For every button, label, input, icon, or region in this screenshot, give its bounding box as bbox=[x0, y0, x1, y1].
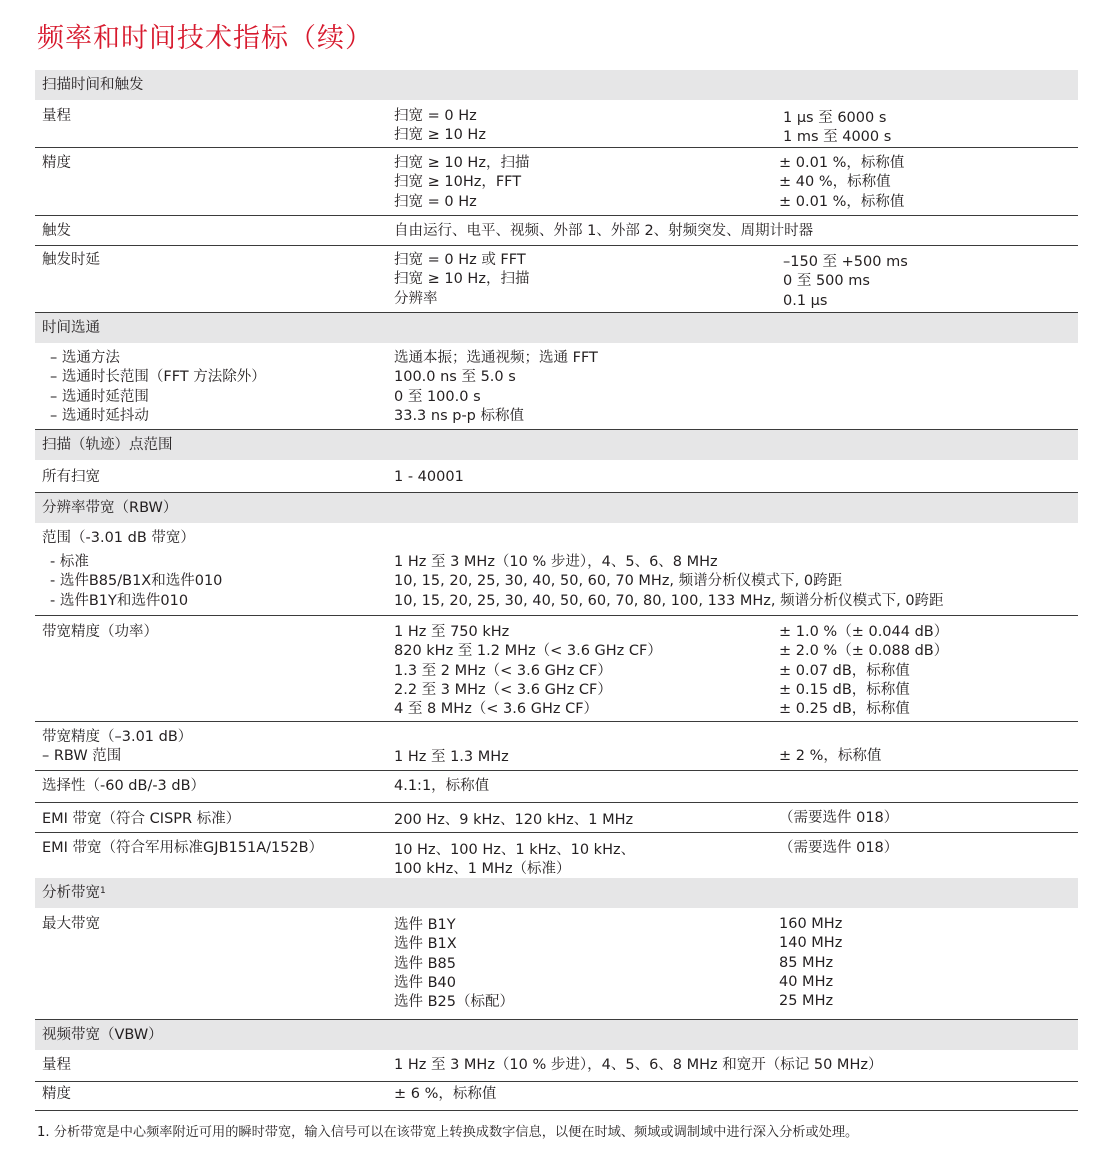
section-header-analysis bbox=[35, 878, 1078, 908]
row-label: – 选通时延范围 bbox=[50, 388, 149, 405]
row-label: EMI 带宽（符合军用标准GJB151A/152B） bbox=[42, 840, 324, 856]
row-label bbox=[42, 728, 192, 767]
section-header-gating: 时间选通 bbox=[35, 313, 1078, 343]
value-text: ± 1.0 %（± 0.044 dB） bbox=[779, 624, 949, 640]
table-row-bw-accuracy-3db bbox=[35, 722, 1078, 771]
row-label: – 选通方法 bbox=[50, 350, 120, 366]
value-text: ± 2.0 %（± 0.088 dB） bbox=[779, 643, 949, 660]
row-label: - 选件B1Y和选件010 bbox=[50, 592, 189, 609]
condition-text: 1 Hz 至 750 kHz bbox=[394, 624, 510, 640]
row-label: 选择性（-60 dB/-3 dB） bbox=[42, 778, 206, 794]
value-text: 100.0 ns 至 5.0 s bbox=[394, 369, 516, 386]
table-row-accuracy bbox=[35, 148, 1078, 216]
row-label: - 选件B85/B1X和选件010 bbox=[50, 573, 223, 590]
value-text: 0 至 100.0 s bbox=[394, 388, 481, 405]
row-value: 4.1:1，标称值 bbox=[394, 778, 490, 794]
value-text: 160 MHz bbox=[779, 916, 843, 932]
table-row-bw-accuracy-power bbox=[35, 616, 1078, 722]
row-label: 精度 bbox=[42, 155, 71, 171]
row-value: ± 2 %，标称值 bbox=[779, 748, 882, 764]
condition-text: 扫宽 ≥ 10Hz，FFT bbox=[394, 174, 522, 191]
value-text: ± 0.15 dB，标称值 bbox=[779, 681, 910, 698]
condition-text: 选件 B85 bbox=[394, 955, 457, 972]
value-text: 1 ms 至 4000 s bbox=[783, 129, 892, 146]
condition-text: 扫宽 = 0 Hz bbox=[394, 193, 477, 210]
value-text: 0.1 μs bbox=[783, 292, 828, 309]
condition-text: 1.3 至 2 MHz（< 3.6 GHz CF） bbox=[394, 662, 612, 679]
value-text: 1 μs 至 6000 s bbox=[783, 110, 887, 126]
row-note: （需要选件 018） bbox=[779, 810, 899, 826]
row-label: - 标准 bbox=[50, 554, 89, 570]
condition-text: 2.2 至 3 MHz（< 3.6 GHz CF） bbox=[394, 681, 612, 698]
section-header-points: 扫描（轨迹）点范围 bbox=[35, 430, 1078, 460]
condition-text: 分辨率 bbox=[394, 290, 438, 307]
condition-text: 扫宽 = 0 Hz bbox=[394, 108, 477, 124]
row-values bbox=[779, 623, 948, 719]
row-label: EMI 带宽（符合 CISPR 标准） bbox=[42, 811, 241, 827]
table-row-selectivity bbox=[35, 771, 1078, 803]
value-text: 33.3 ns p-p 标称值 bbox=[394, 407, 524, 424]
row-label: 触发时延 bbox=[42, 252, 100, 268]
section-header-vbw: 视频带宽（VBW） bbox=[35, 1020, 1078, 1050]
value-text: ± 0.25 dB，标称值 bbox=[779, 701, 910, 718]
value-text: 0 至 500 ms bbox=[783, 273, 870, 290]
value-text: 选通本振；选通视频；选通 FFT bbox=[394, 350, 598, 366]
row-conditions bbox=[394, 154, 529, 212]
row-label: 范围（-3.01 dB 带宽） bbox=[42, 530, 195, 546]
row-label: 最大带宽 bbox=[42, 916, 100, 932]
row-note: （需要选件 018） bbox=[779, 840, 899, 856]
value-text: ± 0.07 dB，标称值 bbox=[779, 662, 910, 679]
table-row-vbw-accuracy bbox=[35, 1082, 1078, 1111]
row-label: 精度 bbox=[42, 1086, 71, 1102]
value-text: 100 kHz、1 MHz（标准） bbox=[394, 861, 571, 878]
footnote-marker: 1 bbox=[100, 886, 106, 896]
value-text: ± 0.01 %，标称值 bbox=[779, 155, 905, 171]
value-text: 85 MHz bbox=[779, 954, 834, 971]
value-text: 10 Hz、100 Hz、1 kHz、10 kHz、 bbox=[394, 842, 636, 858]
condition-text: 选件 B1Y bbox=[394, 917, 456, 933]
table-row-gating bbox=[35, 343, 1078, 430]
condition-text: 820 kHz 至 1.2 MHz（< 3.6 GHz CF） bbox=[394, 643, 662, 660]
condition-text: 扫宽 ≥ 10 Hz bbox=[394, 127, 486, 144]
row-labels bbox=[50, 349, 266, 426]
row-value: 1 - 40001 bbox=[394, 469, 464, 485]
condition-text: 扫宽 = 0 Hz 或 FFT bbox=[394, 252, 526, 268]
table-row-max-bandwidth bbox=[35, 908, 1078, 1020]
spec-table bbox=[35, 70, 1078, 1111]
row-label: 带宽精度（功率） bbox=[42, 624, 158, 640]
value-text: ± 40 %，标称值 bbox=[779, 174, 891, 191]
table-row-trigger bbox=[35, 216, 1078, 246]
row-label: 触发 bbox=[42, 223, 71, 239]
table-row-emi-gjb bbox=[35, 833, 1078, 878]
table-row-vbw-range bbox=[35, 1050, 1078, 1082]
row-label: 量程 bbox=[42, 108, 71, 124]
row-value: ± 6 %，标称值 bbox=[394, 1086, 497, 1102]
page-title: 频率和时间技术指标（续） bbox=[37, 23, 373, 54]
row-label-line: 带宽精度（–3.01 dB） bbox=[42, 729, 193, 745]
row-values bbox=[394, 349, 598, 426]
value-text: 40 MHz bbox=[779, 973, 834, 990]
condition-text: 选件 B40 bbox=[394, 974, 457, 991]
section-header-rbw: 分辨率带宽（RBW） bbox=[35, 493, 1078, 523]
row-sublabels bbox=[50, 553, 222, 611]
row-conditions bbox=[394, 623, 662, 719]
row-label: 量程 bbox=[42, 1057, 71, 1073]
condition-text: 4 至 8 MHz（< 3.6 GHz CF） bbox=[394, 701, 599, 718]
row-values bbox=[779, 915, 842, 1011]
value-text: ± 0.01 %，标称值 bbox=[779, 193, 905, 210]
row-value: 1 Hz 至 3 MHz（10 % 步进），4、5、6、8 MHz 和宽开（标记 50 MHz） bbox=[394, 1057, 883, 1073]
value-text: 25 MHz bbox=[779, 993, 834, 1010]
value-text: –150 至 +500 ms bbox=[783, 254, 908, 270]
row-conditions bbox=[394, 251, 529, 309]
footnote: 1. 分析带宽是中心频率附近可用的瞬时带宽，输入信号可以在该带宽上转换成数字信息，以便在时域、频域或调制域中进行深入分析或处理。 bbox=[37, 1125, 859, 1140]
table-row-emi-cispr bbox=[35, 803, 1078, 833]
value-text: 140 MHz bbox=[779, 935, 843, 952]
table-row-rbw-range bbox=[35, 523, 1078, 616]
value-text: 10, 15, 20, 25, 30, 40, 50, 60, 70 MHz, 频谱分析仪模式下, 0跨距 bbox=[394, 573, 843, 590]
table-row-points bbox=[35, 460, 1078, 493]
table-row-trigger-delay bbox=[35, 246, 1078, 313]
row-values bbox=[783, 109, 891, 148]
condition-text: 扫宽 ≥ 10 Hz，扫描 bbox=[394, 271, 530, 288]
condition-text: 扫宽 ≥ 10 Hz，扫描 bbox=[394, 155, 530, 171]
section-header-text: 分析带宽 bbox=[42, 885, 100, 901]
row-label: 所有扫宽 bbox=[42, 469, 100, 485]
condition-text: 选件 B25（标配） bbox=[394, 994, 515, 1011]
row-label-line: – RBW 范围 bbox=[42, 748, 122, 765]
row-label: – 选通时长范围（FFT 方法除外） bbox=[50, 369, 266, 386]
row-values bbox=[783, 253, 908, 311]
section-header-sweep: 扫描时间和触发 bbox=[35, 70, 1078, 100]
condition-text: 选件 B1X bbox=[394, 936, 457, 953]
row-values bbox=[394, 553, 944, 611]
row-options bbox=[394, 916, 514, 1012]
row-values bbox=[779, 154, 904, 212]
row-value: 200 Hz、9 kHz、120 kHz、1 MHz bbox=[394, 812, 634, 828]
table-row-range bbox=[35, 100, 1078, 148]
row-label: – 选通时延抖动 bbox=[50, 407, 149, 424]
row-condition: 1 Hz 至 1.3 MHz bbox=[394, 749, 509, 765]
row-conditions bbox=[394, 107, 486, 146]
value-text: 1 Hz 至 3 MHz（10 % 步进），4、5、6、8 MHz bbox=[394, 554, 718, 570]
row-values bbox=[394, 841, 635, 880]
value-text: 10, 15, 20, 25, 30, 40, 50, 60, 70, 80, 100, 133 MHz, 频谱分析仪模式下, 0跨距 bbox=[394, 592, 944, 609]
row-conditions: 自由运行、电平、视频、外部 1、外部 2、射频突发、周期计时器 bbox=[394, 223, 814, 239]
